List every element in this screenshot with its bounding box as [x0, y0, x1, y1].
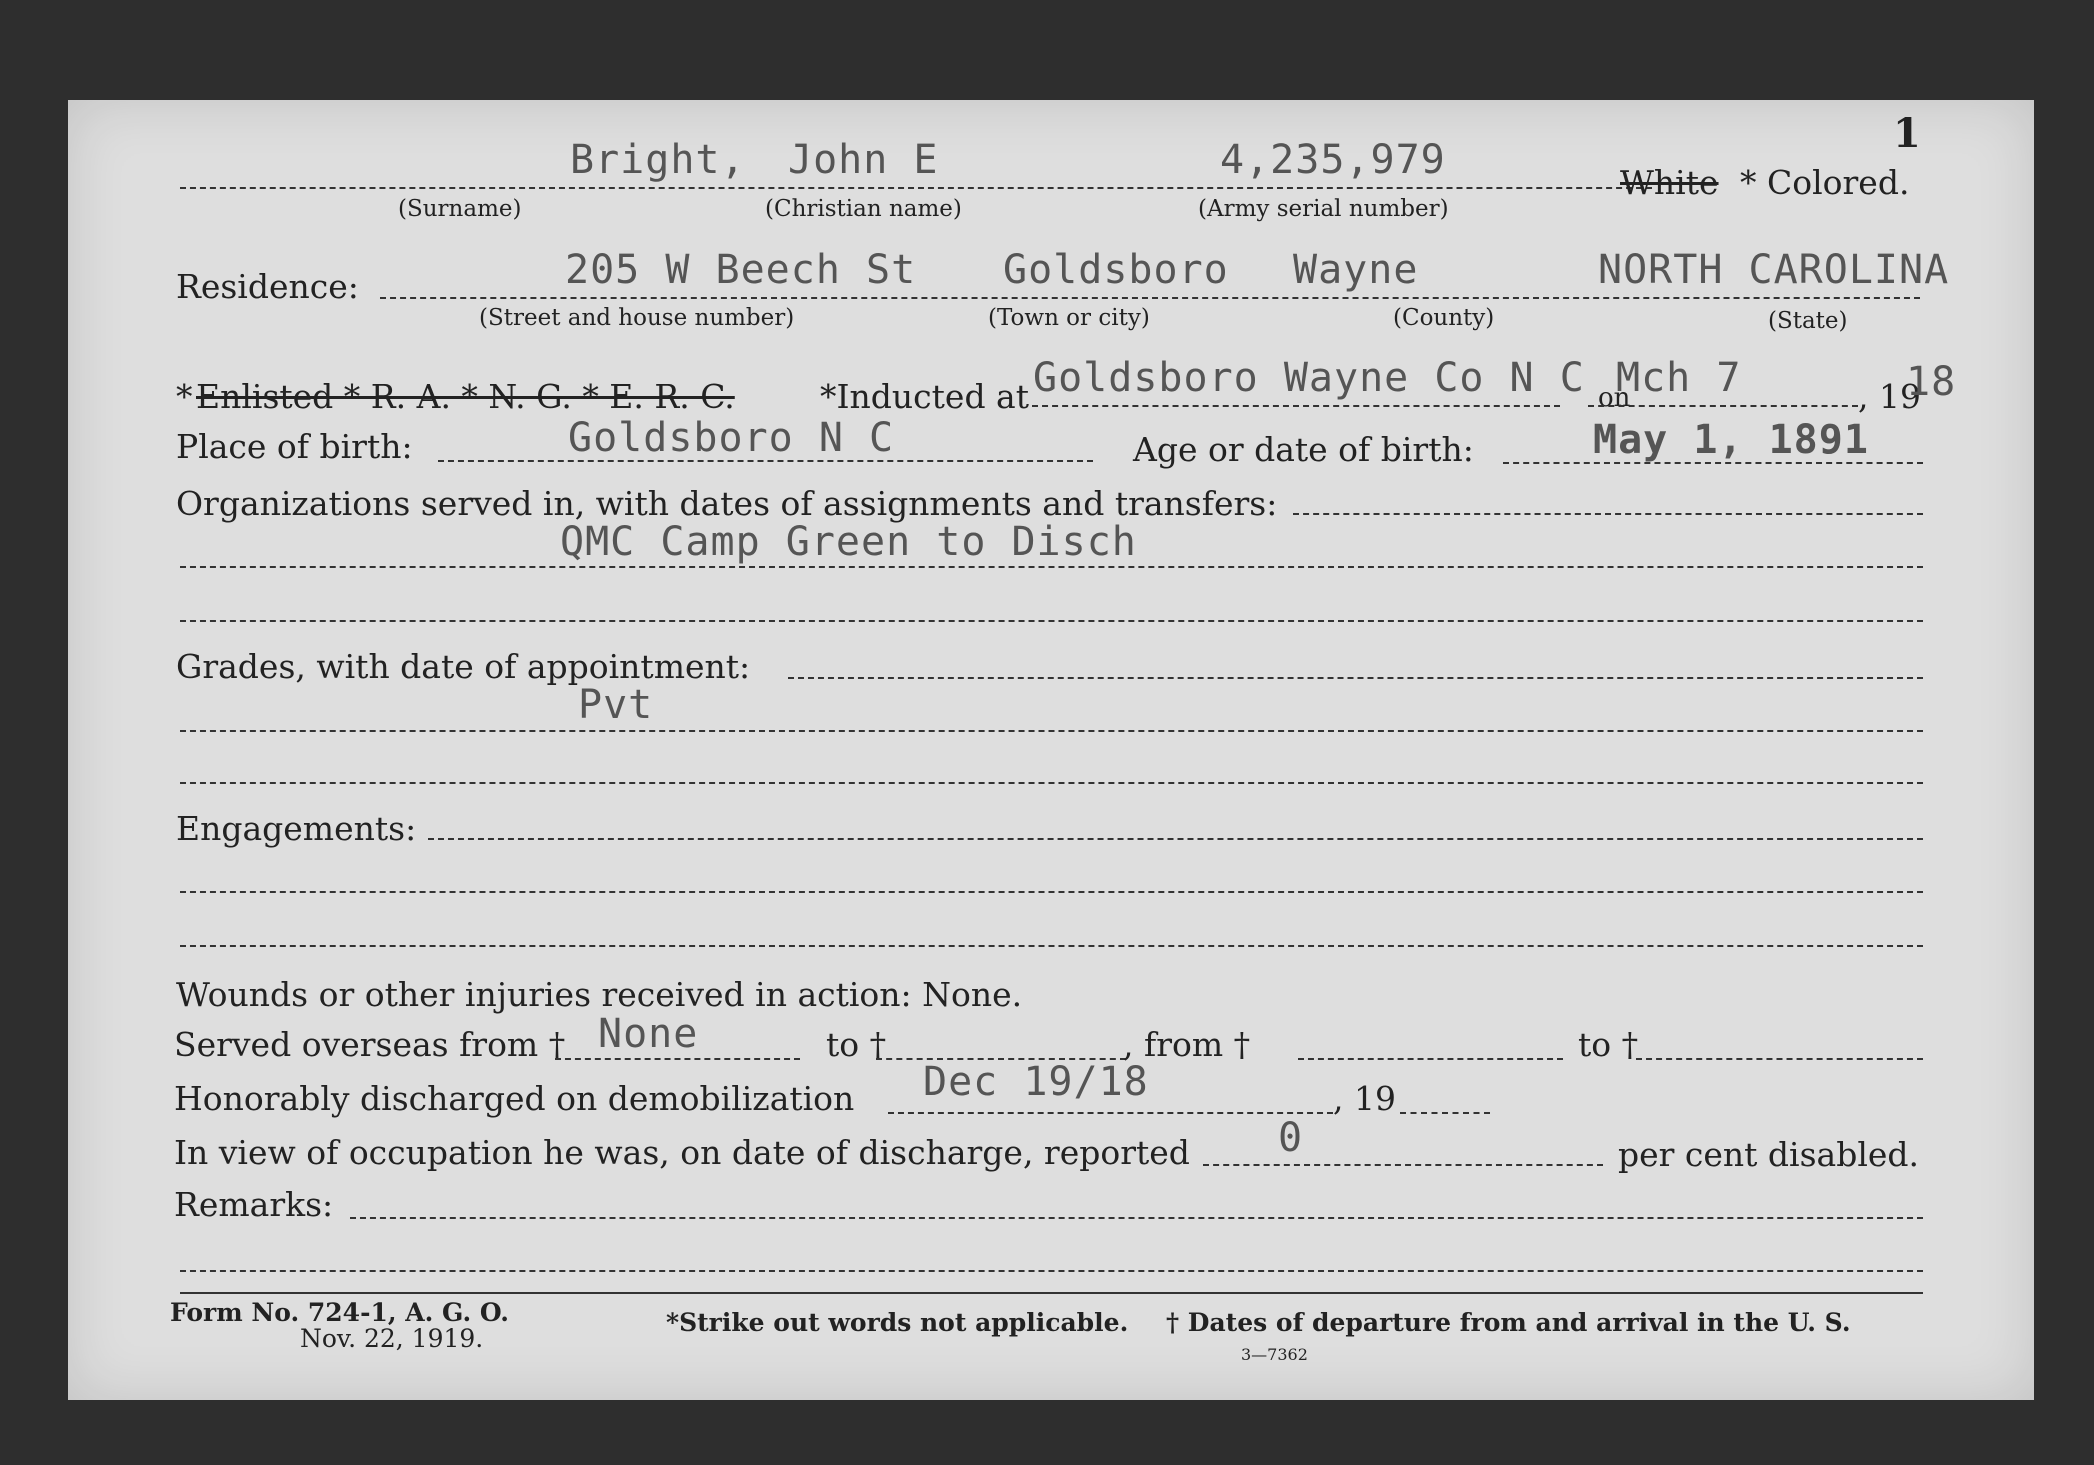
wounds-label: Wounds or other injuries received in action: None. — [176, 975, 1023, 1014]
race-white-struck: White — [1620, 163, 1719, 202]
remarks-line-1 — [350, 1217, 1923, 1219]
surname-caption: (Surname) — [398, 196, 522, 222]
residence-line — [380, 297, 1920, 299]
state-caption: (State) — [1768, 308, 1848, 334]
overseas-to-label-2: to † — [1578, 1025, 1639, 1064]
induction-line — [1032, 405, 1560, 407]
engagements-label: Engagements: — [176, 809, 417, 848]
county-value: Wayne — [1293, 247, 1419, 293]
grades-value: Pvt — [578, 682, 654, 728]
service-record-card — [68, 100, 2034, 1400]
induction-date-line — [1588, 405, 1858, 407]
overseas-from-line-2 — [1298, 1058, 1563, 1060]
organizations-line-1 — [1293, 513, 1923, 515]
christian-name-value: John E — [788, 137, 939, 183]
induction-year-value: 18 — [1906, 359, 1957, 405]
discharge-label: Honorably discharged on demobilization — [174, 1079, 855, 1118]
date-of-birth-value: May 1, 1891 — [1593, 417, 1869, 463]
surname-value: Bright, — [570, 137, 746, 183]
inducted-at-label: *Inducted at — [820, 377, 1029, 416]
dates-note: † Dates of departure from and arrival in the U. S. — [1166, 1308, 1851, 1337]
overseas-from-value: None — [598, 1011, 699, 1057]
date-of-birth-label: Age or date of birth: — [1133, 430, 1474, 469]
induction-date-value: Mch 7 — [1616, 355, 1742, 401]
place-of-birth-line — [438, 460, 1093, 462]
discharge-year-label: , 19 — [1333, 1079, 1396, 1118]
state-value: NORTH CAROLINA — [1598, 247, 1950, 293]
town-caption: (Town or city) — [988, 305, 1150, 331]
disability-suffix: per cent disabled. — [1618, 1135, 1920, 1174]
street-value: 205 W Beech St — [565, 247, 917, 293]
grades-line-1 — [788, 677, 1923, 679]
discharge-date-value: Dec 19/18 — [923, 1059, 1149, 1105]
discharge-year-line — [1400, 1112, 1490, 1114]
organizations-value: QMC Camp Green to Disch — [560, 519, 1137, 565]
overseas-to-label-1: to † — [826, 1025, 887, 1064]
induction-year-label: , 19 — [1858, 377, 1921, 416]
grades-line-2 — [180, 730, 1923, 732]
discharge-line — [888, 1112, 1333, 1114]
overseas-from-label-2: , from † — [1123, 1025, 1251, 1064]
engagements-line-3 — [180, 945, 1923, 947]
organizations-line-3 — [180, 620, 1923, 622]
serial-number-value: 4,235,979 — [1220, 137, 1446, 183]
race-colored-label: * Colored. — [1740, 163, 1910, 202]
footer-rule — [180, 1292, 1923, 1294]
overseas-from-line — [555, 1058, 800, 1060]
enlistment-asterisk: * — [176, 377, 193, 416]
engagements-line-1 — [428, 838, 1923, 840]
page-number: 1 — [1893, 110, 1921, 157]
place-of-birth-label: Place of birth: — [176, 427, 413, 466]
form-number: Form No. 724-1, A. G. O. — [170, 1298, 509, 1327]
disability-value: 0 — [1278, 1115, 1304, 1161]
grades-label: Grades, with date of appointment: — [176, 647, 751, 686]
remarks-label: Remarks: — [174, 1185, 334, 1224]
organizations-label: Organizations served in, with dates of assignments and transfers: — [176, 484, 1278, 523]
form-date: Nov. 22, 1919. — [300, 1324, 484, 1353]
county-caption: (County) — [1393, 305, 1495, 331]
serial-caption: (Army serial number) — [1198, 196, 1449, 222]
induction-place-value: Goldsboro Wayne Co N C — [1033, 355, 1585, 401]
strike-out-note: *Strike out words not applicable. — [666, 1308, 1129, 1337]
organizations-line-2 — [180, 566, 1923, 568]
print-code: 3—7362 — [1241, 1345, 1308, 1364]
disability-line — [1203, 1164, 1603, 1166]
engagements-line-2 — [180, 891, 1923, 893]
grades-line-3 — [180, 782, 1923, 784]
disability-label: In view of occupation he was, on date of discharge, reported — [174, 1133, 1190, 1172]
residence-label: Residence: — [176, 267, 359, 306]
on-label: on — [1598, 383, 1631, 413]
overseas-to-line-2 — [1636, 1058, 1923, 1060]
overseas-label: Served overseas from † — [174, 1025, 566, 1064]
town-value: Goldsboro — [1003, 247, 1229, 293]
place-of-birth-value: Goldsboro N C — [568, 415, 895, 461]
date-of-birth-line — [1503, 462, 1923, 464]
christian-caption: (Christian name) — [765, 196, 962, 222]
street-caption: (Street and house number) — [479, 305, 795, 331]
remarks-line-2 — [180, 1270, 1923, 1272]
name-line — [180, 187, 1652, 189]
enlistment-struck-options: Enlisted * R. A. * N. G. * E. R. C. — [196, 377, 735, 416]
